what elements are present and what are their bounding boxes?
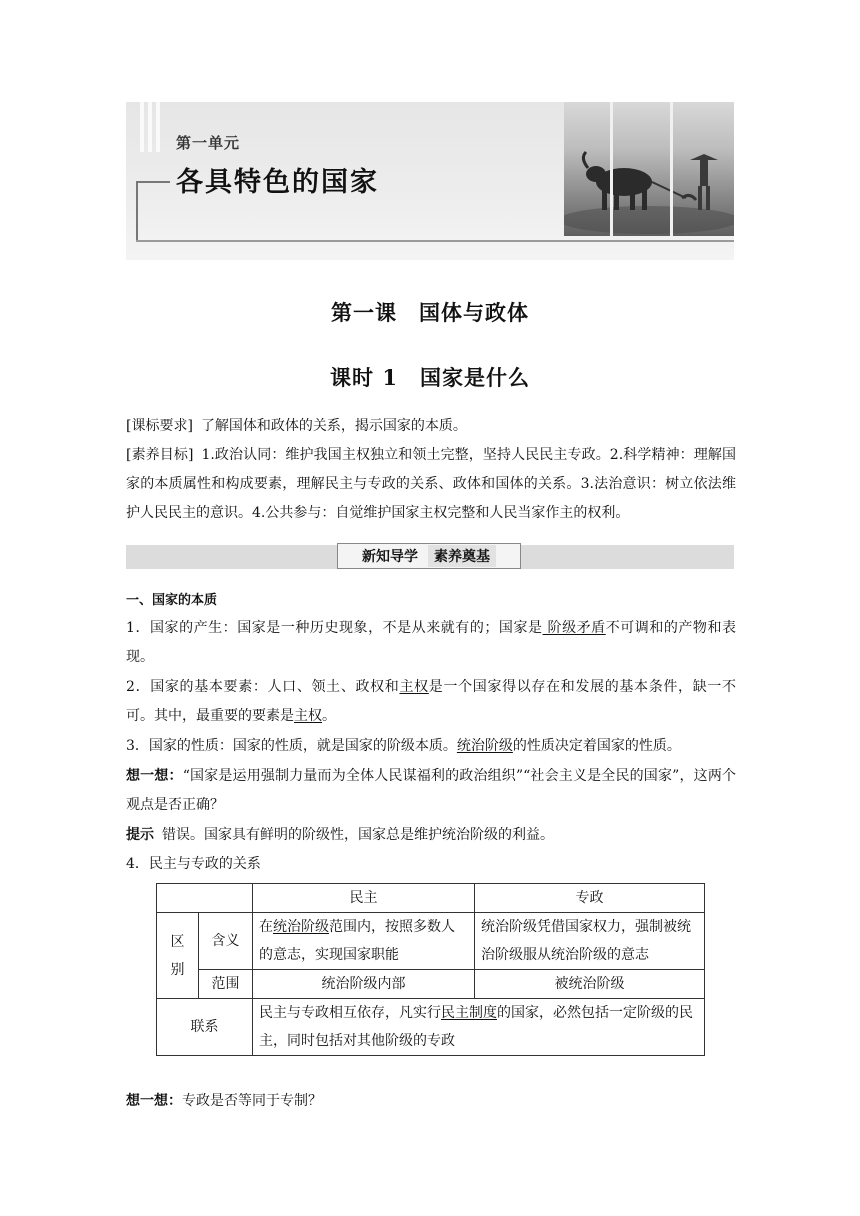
think1-text: “国家是运用强制力量而为全体人民谋福利的政治组织”“社会主义是全民的国家”，这两个观点是否正确？ — [126, 768, 736, 813]
item2-text-end: 。 — [322, 708, 336, 724]
part1-heading: 一、国家的本质 — [126, 593, 218, 608]
banner-rule-v — [136, 181, 138, 241]
item2-answer-2: 主权 — [294, 708, 322, 724]
meaning-dictatorship: 统治阶级凭借国家权力，强制被统治阶级服从统治阶级的意志 — [475, 913, 705, 970]
item-2 — [126, 673, 736, 731]
header-dictatorship: 专政 — [475, 884, 705, 913]
section-left: 新知导学 — [362, 549, 418, 565]
unit-banner — [126, 102, 734, 260]
goals-text: 1.政治认同：维护我国主权独立和领土完整，坚持人民民主专政。2.科学精神：理解国家的本质属性和构成要素，理解民主与专政的关系、政体和国体的关系。3.法治意识：树立依法维护人民民主的意识。4.公共参与：自觉维护国家主权完整和人民当家作主的权利。 — [126, 447, 736, 521]
link-post: 的国家，必然包括一定阶级的民主，同时包括对其他阶级的专政 — [259, 1005, 693, 1049]
meaning-dem-post: 范围内，按照多数人的意志，实现国家职能 — [259, 919, 455, 963]
banner-rule-h — [136, 181, 170, 183]
item1-text: 1．国家的产生：国家是一种历史现象，不是从来就有的；国家是 — [126, 620, 543, 636]
item-3 — [126, 732, 736, 761]
goals — [126, 441, 736, 528]
meaning-dem-pre: 在 — [259, 919, 273, 935]
photo-divider — [610, 102, 613, 236]
row-label-link: 联系 — [157, 999, 253, 1056]
item1-answer: 阶级矛盾 — [542, 620, 606, 636]
farmer-ox-photo — [564, 102, 734, 236]
section-badge — [337, 543, 521, 569]
requirements-text: 了解国体和政体的关系，揭示国家的本质。 — [200, 418, 467, 434]
requirements-label: [课标要求] — [126, 418, 193, 434]
row-label-scope: 范围 — [199, 970, 253, 999]
item2-text: 2．国家的基本要素：人口、领土、政权和 — [126, 679, 400, 695]
meaning-dem-answer: 统治阶级 — [273, 919, 329, 935]
item-1 — [126, 614, 736, 672]
table-row-scope — [157, 970, 705, 999]
link-pre: 民主与专政相互依存，凡实行 — [259, 1005, 441, 1021]
banner-rule-bottom — [136, 240, 734, 242]
hint1-text: 错误。国家具有鲜明的阶级性，国家总是维护统治阶级的利益。 — [162, 827, 554, 843]
lesson-title: 第一课 国体与政体 — [331, 300, 529, 325]
table-corner-cell — [157, 884, 253, 913]
item2-text-mid: 是一个国家得以存在和发展的基本条件，缺一不可。其中，最重要的要素是 — [126, 679, 737, 724]
table-row-link — [157, 999, 705, 1056]
section-right: 素养奠基 — [428, 545, 496, 567]
table-row-meaning — [157, 913, 705, 970]
link-text — [253, 999, 705, 1056]
scope-democracy: 统治阶级内部 — [253, 970, 475, 999]
item3-text: 3．国家的性质：国家的性质，就是国家的阶级本质。 — [126, 738, 457, 754]
think1-label: 想一想： — [126, 768, 183, 784]
banner-stripes — [140, 102, 166, 152]
item-4: 4．民主与专政的关系 — [126, 856, 261, 872]
think2-label: 想一想： — [126, 1093, 182, 1109]
item3-answer: 统治阶级 — [456, 738, 513, 754]
row-group-difference: 区别 — [157, 913, 199, 999]
think-2 — [126, 1087, 736, 1116]
hint1-label: 提示 — [126, 827, 154, 843]
meaning-democracy — [253, 913, 475, 970]
unit-label: 第一单元 — [176, 134, 241, 152]
unit-title: 各具特色的国家 — [176, 167, 379, 198]
table-header-row — [157, 884, 705, 913]
goals-label: [素养目标] — [126, 447, 194, 463]
requirements — [126, 412, 736, 441]
item1-text-end: 不可调和的产物和表现。 — [126, 620, 737, 665]
hint-1 — [126, 821, 736, 850]
think-1 — [126, 762, 736, 820]
democracy-dictatorship-table — [156, 883, 705, 1056]
period-title: 课时 1 国家是什么 — [330, 365, 530, 390]
row-label-meaning: 含义 — [199, 913, 253, 970]
scope-dictatorship: 被统治阶级 — [475, 970, 705, 999]
photo-divider — [670, 102, 673, 236]
header-democracy: 民主 — [253, 884, 475, 913]
item3-text-end: 的性质决定着国家的性质。 — [512, 738, 681, 754]
item2-answer-1: 主权 — [399, 679, 429, 695]
link-answer: 民主制度 — [441, 1005, 497, 1021]
think2-text: 专政是否等同于专制？ — [182, 1093, 322, 1109]
